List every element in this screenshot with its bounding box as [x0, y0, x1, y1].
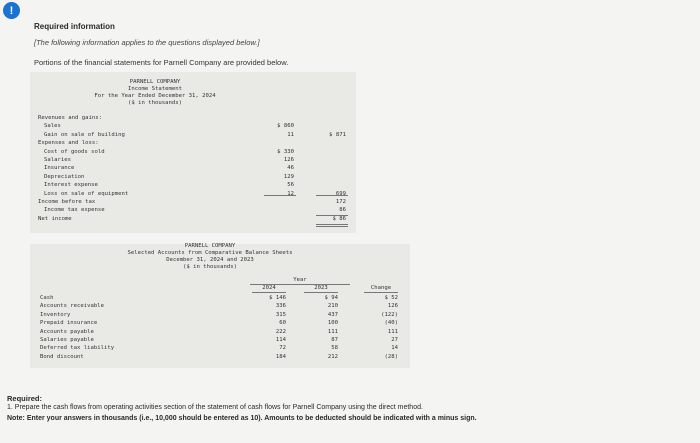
bs-row-2023: 58: [331, 345, 338, 352]
is-row-col2: $ 86: [332, 215, 346, 222]
is-row-col2: $ 871: [329, 131, 346, 138]
is-row-label: Income before tax: [38, 199, 96, 205]
bs-row-2023: $ 94: [324, 295, 338, 301]
is-company: PARNELL COMPANY: [129, 79, 181, 85]
is-row-label: Insurance: [44, 165, 75, 172]
bs-row-change: 14: [391, 345, 398, 352]
is-row-label: Interest expense: [44, 182, 98, 189]
bs-period: December 31, 2024 and 2023: [166, 257, 254, 263]
bs-row-change: $ 52: [384, 295, 398, 301]
required-note: Note: Enter your answers in thousands (i.e., 10,000 should be entered as 10). Amounts to be deducted should be indicated with a minus sign.: [7, 415, 477, 422]
is-row-label: Salaries: [44, 157, 71, 163]
is-row-label: Loss on sale of equipment: [44, 190, 129, 197]
bs-row-change: (122): [381, 311, 398, 318]
bs-row-2024: 315: [275, 311, 286, 318]
bs-row-2024: 336: [275, 303, 286, 310]
bs-row-label: Cash: [40, 295, 54, 301]
is-row-col1: 56: [287, 182, 294, 189]
bs-row-label: Accounts payable: [40, 328, 94, 335]
bs-row-2023: 212: [327, 353, 338, 360]
bs-row-2023: 111: [327, 328, 338, 335]
bs-company: PARNELL COMPANY: [184, 243, 236, 249]
bs-col-2023: 2023: [314, 285, 328, 291]
bs-row-label: Deferred tax liability: [40, 345, 115, 352]
bs-title: Selected Accounts from Comparative Balance Sheets: [127, 250, 293, 256]
bs-row-2024: 60: [279, 320, 286, 327]
bs-row-change: (28): [384, 353, 398, 360]
is-period: For the Year Ended December 31, 2024: [94, 93, 216, 99]
is-row-col2: 86: [339, 207, 346, 214]
is-row-label: Sales: [44, 123, 61, 130]
income-statement-table: [30, 72, 356, 233]
is-row-col1: 46: [287, 165, 294, 172]
bs-row-2023: 437: [327, 311, 338, 318]
is-row-label: Cost of goods sold: [44, 148, 105, 155]
is-row-col1: 126: [283, 157, 294, 163]
is-row-col2: 699: [335, 190, 346, 197]
bs-row-change: (40): [384, 320, 398, 327]
is-row-label: Gain on sale of building: [44, 131, 125, 138]
bs-units: ($ in thousands): [183, 264, 237, 270]
bs-row-2024: $ 146: [269, 295, 286, 301]
required-item-1: 1. Prepare the cash flows from operating activities section of the statement of cash flows for Parnell Company using the direct method.: [7, 404, 423, 411]
bs-row-label: Bond discount: [40, 353, 84, 360]
bs-row-label: Inventory: [40, 311, 71, 318]
is-units: ($ in thousands): [128, 100, 182, 106]
bs-row-label: Prepaid insurance: [40, 320, 98, 327]
bs-row-change: 126: [387, 303, 398, 310]
is-row-col1: $ 330: [277, 148, 294, 155]
is-row-col1: 12: [287, 190, 294, 197]
bs-row-2023: 100: [327, 320, 338, 327]
bs-row-2023: 87: [331, 337, 338, 343]
bs-row-2024: 72: [279, 345, 286, 352]
bs-col-2024: 2024: [262, 285, 276, 291]
balance-sheet-table: [30, 244, 410, 368]
bs-row-label: Salaries payable: [40, 337, 94, 343]
is-row-label: Depreciation: [44, 173, 85, 180]
is-row-label: Income tax expense: [44, 207, 105, 214]
is-row-label: Revenues and gains:: [38, 115, 102, 121]
is-row-col1: $ 860: [277, 123, 294, 130]
bs-row-2023: 210: [327, 303, 338, 310]
instruction-note: [The following information applies to the questions displayed below.]: [34, 38, 260, 47]
is-row-col1: 129: [283, 173, 294, 180]
intro-text: Portions of the financial statements for Parnell Company are provided below.: [34, 58, 289, 67]
bs-year-label: Year: [293, 277, 307, 283]
is-row-label: Net income: [38, 215, 72, 222]
bs-row-2024: 114: [275, 337, 286, 343]
bs-row-2024: 184: [275, 353, 286, 360]
is-row-col1: 11: [287, 131, 294, 138]
bs-col-change: Change: [370, 285, 392, 291]
bs-row-2024: 222: [275, 328, 286, 335]
is-title: Income Statement: [128, 86, 182, 92]
bs-row-label: Accounts receivable: [40, 303, 104, 310]
is-row-col2: 172: [335, 199, 346, 205]
page-title: Required information: [34, 22, 115, 31]
required-title: Required:: [7, 394, 43, 403]
is-row-label: Expenses and loss:: [38, 140, 99, 147]
info-icon: !: [3, 2, 20, 19]
bs-row-change: 27: [391, 337, 398, 343]
bs-row-change: 111: [387, 328, 398, 335]
